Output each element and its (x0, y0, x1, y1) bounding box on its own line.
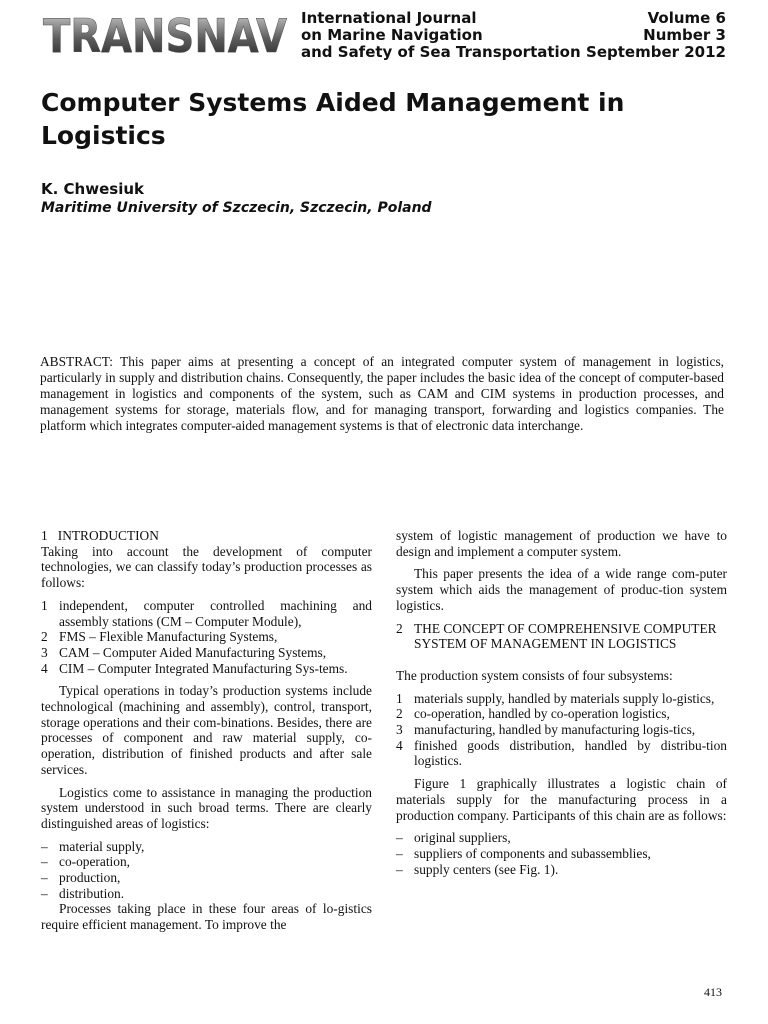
list-item: – original suppliers, (396, 830, 511, 846)
paragraph: This paper presents the idea of a wide range com-puter system which aids the management of produc-tion system logistics. (396, 566, 727, 613)
volume-info: Volume 6 Number 3 September 2012 (586, 9, 726, 61)
numbered-list (396, 691, 727, 770)
paragraph: system of logistic management of production we have to design and implement a computer system. (396, 528, 727, 559)
paragraph: Taking into account the development of computer technologies, we can classify today’s production processes as follows: (41, 543, 372, 591)
list-item: 2 FMS – Flexible Manufacturing Systems, (41, 629, 278, 645)
journal-name: International Journal on Marine Navigation and Safety of Sea Transportation (301, 9, 581, 61)
page-number: 413 (704, 985, 722, 999)
list-item: 4 finished goods distribution, handled by distribu-tion logistics. (396, 737, 727, 769)
section-heading-concept: 2 THE CONCEPT OF COMPREHENSIVE COMPUTER SYSTEM OF MANAGEMENT IN LOGISTICS (396, 620, 717, 652)
list-item: 3 manufacturing, handled by manufacturing logis-tics, (396, 722, 696, 738)
right-column (396, 528, 727, 877)
abstract: ABSTRACT: This paper aims at presenting a concept of an integrated computer system of management in logistics, particularly in supply and distribution chains. Consequently, the paper includes the basic idea of the concept of computer-based management in logistics and components of the system, such as CAM and CIM systems in production processes, and management systems for storage, materials flow, and for managing transport, forwarding and logistics companies. The platform which integrates computer-aided management systems is that of electronic data interchange. (40, 354, 724, 433)
svg-text:TRANSNAV: TRANSNAV (43, 9, 288, 63)
paragraph: Processes taking place in these four areas of lo-gistics require efficient management. To improve the (41, 901, 372, 933)
paragraph: Figure 1 graphically illustrates a logistic chain of materials supply for the manufacturing process in a production company. Participants of this chain are as follows: (396, 776, 727, 823)
list-item: 2 co-operation, handled by co-operation logistics, (396, 706, 670, 722)
paper-title: Computer Systems Aided Management in Logistics (41, 88, 625, 150)
list-item: – suppliers of components and subassemblies, (396, 845, 651, 861)
list-item: – material supply, (41, 838, 145, 854)
list-item: – supply centers (see Fig. 1). (396, 861, 559, 877)
numbered-list (41, 598, 372, 677)
left-column (41, 528, 372, 933)
dash-list (396, 830, 727, 877)
section-heading-introduction: 1 INTRODUCTION (41, 528, 159, 543)
list-item: 3 CAM – Computer Aided Manufacturing Systems, (41, 644, 327, 660)
list-item: 1 independent, computer controlled machining and assembly stations (CM – Computer Module), (41, 597, 372, 629)
list-item: – production, (41, 870, 121, 886)
author: K. Chwesiuk (41, 180, 144, 198)
list-item: 1 materials supply, handled by materials supply lo-gistics, (396, 690, 715, 706)
list-item: – distribution. (41, 885, 125, 901)
paragraph: Logistics come to assistance in managing the production system understood in such broad terms. There are clearly distinguished areas of logistics: (41, 784, 372, 831)
list-item: – co-operation, (41, 854, 131, 870)
transnav-logo (41, 8, 291, 63)
affiliation: Maritime University of Szczecin, Szczecin, Poland (41, 200, 432, 216)
paragraph: The production system consists of four subsystems: (396, 667, 673, 683)
paragraph: Typical operations in today’s production systems include technological (machining and assembly), control, transport, storage operations and their com-binations. Besides, there are processes of component and raw material supply, co-operation, distribution of finished products and after sale services. (41, 683, 372, 777)
dash-list (41, 839, 372, 902)
list-item: 4 CIM – Computer Integrated Manufacturing Sys-tems. (41, 660, 348, 676)
